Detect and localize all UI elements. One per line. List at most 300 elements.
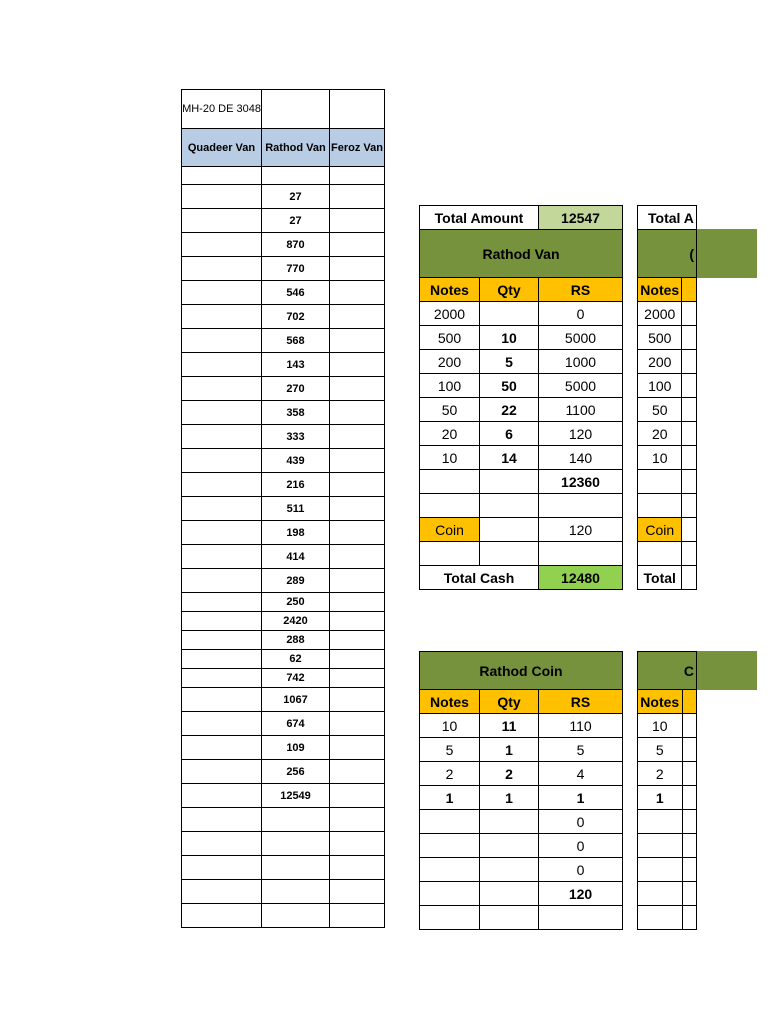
cell[interactable] <box>330 593 385 612</box>
coin-label[interactable]: Coin <box>420 518 480 542</box>
cell[interactable]: 50 <box>638 398 682 422</box>
cell[interactable] <box>682 494 697 518</box>
cell[interactable]: 109 <box>262 736 330 760</box>
cell[interactable]: 674 <box>262 712 330 736</box>
cell[interactable]: 10 <box>638 714 683 738</box>
cell[interactable] <box>682 714 697 738</box>
cell[interactable] <box>330 856 385 880</box>
cell[interactable] <box>480 470 539 494</box>
cell[interactable]: 2 <box>638 762 683 786</box>
cell[interactable] <box>182 233 262 257</box>
table-row <box>182 209 385 233</box>
cell[interactable] <box>330 612 385 631</box>
cell[interactable]: 10 <box>420 714 480 738</box>
cell[interactable] <box>262 880 330 904</box>
cell[interactable]: 5 <box>539 738 623 762</box>
table-row <box>420 714 623 738</box>
cell[interactable] <box>682 350 697 374</box>
cell[interactable] <box>330 377 385 401</box>
cell[interactable] <box>182 401 262 425</box>
cell[interactable]: 702 <box>262 305 330 329</box>
coin-total-value[interactable]: 120 <box>539 882 623 906</box>
table-row <box>182 593 385 612</box>
green-header-block <box>697 229 757 278</box>
cell[interactable] <box>182 377 262 401</box>
table-row <box>182 257 385 281</box>
cell[interactable] <box>182 832 262 856</box>
cell[interactable] <box>330 209 385 233</box>
table-row <box>638 470 697 494</box>
cell[interactable]: 14 <box>480 446 539 470</box>
table-row <box>182 569 385 593</box>
cell[interactable] <box>182 425 262 449</box>
cell[interactable] <box>330 569 385 593</box>
cell[interactable] <box>262 808 330 832</box>
cell[interactable] <box>330 688 385 712</box>
header-notes[interactable]: Notes <box>420 278 480 302</box>
cell[interactable] <box>420 858 480 882</box>
table-row <box>182 377 385 401</box>
cell[interactable] <box>330 305 385 329</box>
header-notes[interactable]: Notes <box>420 690 480 714</box>
cell[interactable]: 568 <box>262 329 330 353</box>
table-row <box>638 398 697 422</box>
cell[interactable]: 120 <box>539 422 623 446</box>
table-row <box>638 810 697 834</box>
cell[interactable]: 288 <box>262 631 330 650</box>
cell[interactable] <box>480 302 539 326</box>
cell[interactable]: 439 <box>262 449 330 473</box>
total-cash-value[interactable]: 12480 <box>539 566 623 590</box>
cell[interactable]: 11 <box>480 714 539 738</box>
cell[interactable]: 333 <box>262 425 330 449</box>
coin-value[interactable]: 120 <box>539 518 623 542</box>
cell[interactable] <box>182 353 262 377</box>
table-row <box>638 422 697 446</box>
table-row <box>420 738 623 762</box>
coin-label[interactable]: Coin <box>638 518 682 542</box>
table-row <box>420 446 623 470</box>
cell[interactable] <box>330 281 385 305</box>
table-row <box>638 494 697 518</box>
second-cash-table-clip <box>637 205 697 600</box>
cell[interactable] <box>480 494 539 518</box>
cell[interactable] <box>182 545 262 569</box>
cell[interactable]: 50 <box>480 374 539 398</box>
cell[interactable]: 140 <box>539 446 623 470</box>
cell[interactable] <box>330 473 385 497</box>
cell[interactable] <box>682 302 697 326</box>
cell[interactable]: 1067 <box>262 688 330 712</box>
cell[interactable] <box>682 398 697 422</box>
cell[interactable] <box>420 882 480 906</box>
table-row <box>420 326 623 350</box>
cell[interactable]: 414 <box>262 545 330 569</box>
cell[interactable]: 500 <box>638 326 682 350</box>
cell[interactable]: 200 <box>420 350 480 374</box>
cell[interactable]: 10 <box>480 326 539 350</box>
rathod-van-cash-table <box>419 205 623 590</box>
subtotal-value[interactable]: 12360 <box>539 470 623 494</box>
cell[interactable] <box>182 856 262 880</box>
cell[interactable] <box>682 858 697 882</box>
cell[interactable] <box>182 305 262 329</box>
cell[interactable] <box>182 631 262 650</box>
cell[interactable]: 770 <box>262 257 330 281</box>
table-row <box>638 858 697 882</box>
cell[interactable] <box>682 690 697 714</box>
cell[interactable] <box>682 762 697 786</box>
cell[interactable]: 62 <box>262 650 330 669</box>
second-coin-table <box>637 651 697 930</box>
table-row <box>638 714 697 738</box>
table-row <box>420 762 623 786</box>
cell[interactable] <box>420 810 480 834</box>
cell[interactable] <box>682 446 697 470</box>
cell[interactable] <box>262 832 330 856</box>
cell[interactable] <box>330 631 385 650</box>
cell[interactable] <box>182 904 262 928</box>
cell[interactable]: 5000 <box>539 326 623 350</box>
cell[interactable] <box>330 353 385 377</box>
vehicle-number[interactable]: MH-20 DE 3048 <box>182 90 262 129</box>
table-row <box>420 302 623 326</box>
cell[interactable] <box>330 449 385 473</box>
cell[interactable] <box>682 906 697 930</box>
cell[interactable] <box>330 233 385 257</box>
cell[interactable]: 1000 <box>539 350 623 374</box>
cell[interactable]: 2 <box>420 762 480 786</box>
table-row <box>638 738 697 762</box>
coin-table-title[interactable]: Rathod Coin <box>420 652 623 690</box>
column-header-rathod[interactable]: Rathod Van <box>262 129 330 167</box>
cell[interactable] <box>682 518 697 542</box>
cell[interactable]: 1 <box>480 738 539 762</box>
cell[interactable] <box>330 904 385 928</box>
cell[interactable] <box>330 669 385 688</box>
table-row <box>638 350 697 374</box>
cell[interactable] <box>330 257 385 281</box>
cell[interactable]: 2420 <box>262 612 330 631</box>
cell[interactable] <box>262 856 330 880</box>
cell[interactable] <box>182 185 262 209</box>
cell[interactable] <box>182 569 262 593</box>
cell[interactable] <box>682 810 697 834</box>
cell[interactable] <box>682 278 697 302</box>
cell[interactable] <box>682 834 697 858</box>
second-cash-title[interactable]: ( <box>638 230 697 278</box>
cell[interactable] <box>480 542 539 566</box>
table-row <box>182 832 385 856</box>
cell[interactable] <box>182 612 262 631</box>
cell[interactable] <box>330 167 385 185</box>
cell[interactable] <box>638 858 683 882</box>
cell[interactable] <box>330 650 385 669</box>
cell[interactable] <box>330 808 385 832</box>
cell[interactable]: 12549 <box>262 784 330 808</box>
header-rs[interactable]: RS <box>539 278 623 302</box>
cell[interactable]: 256 <box>262 760 330 784</box>
cell[interactable]: 198 <box>262 521 330 545</box>
cell[interactable] <box>638 494 682 518</box>
cell[interactable]: 1100 <box>539 398 623 422</box>
table-row <box>638 566 697 590</box>
cell[interactable]: 216 <box>262 473 330 497</box>
cash-table-title[interactable]: Rathod Van <box>420 230 623 278</box>
cell[interactable]: 289 <box>262 569 330 593</box>
cell[interactable] <box>182 784 262 808</box>
cell[interactable]: 100 <box>638 374 682 398</box>
table-row <box>182 401 385 425</box>
table-row <box>420 350 623 374</box>
table-row <box>182 233 385 257</box>
cell[interactable]: 5 <box>420 738 480 762</box>
cell[interactable] <box>682 422 697 446</box>
table-row <box>638 446 697 470</box>
cell[interactable]: 1 <box>420 786 480 810</box>
cell[interactable] <box>420 542 480 566</box>
total-cash-row <box>420 566 623 590</box>
table-row <box>182 856 385 880</box>
cell[interactable] <box>182 449 262 473</box>
cell[interactable] <box>420 470 480 494</box>
cell[interactable] <box>480 858 539 882</box>
table-row <box>182 631 385 650</box>
cell[interactable] <box>182 593 262 612</box>
cell[interactable] <box>480 834 539 858</box>
table-row <box>420 858 623 882</box>
cell[interactable] <box>182 688 262 712</box>
cell[interactable]: 270 <box>262 377 330 401</box>
table-row <box>638 302 697 326</box>
cell[interactable]: 22 <box>480 398 539 422</box>
cell[interactable]: 500 <box>420 326 480 350</box>
table-row <box>182 669 385 688</box>
cell[interactable] <box>539 542 623 566</box>
cell[interactable] <box>682 326 697 350</box>
cell[interactable] <box>638 810 683 834</box>
table-row <box>420 494 623 518</box>
table-row <box>182 449 385 473</box>
table-row <box>182 167 385 185</box>
cell[interactable] <box>330 880 385 904</box>
rathod-coin-table <box>419 651 623 930</box>
cell[interactable] <box>330 712 385 736</box>
cell[interactable]: 0 <box>539 302 623 326</box>
cell[interactable] <box>330 90 385 129</box>
total-label-partial[interactable]: Total <box>638 566 682 590</box>
cell[interactable] <box>330 832 385 856</box>
table-row <box>638 542 697 566</box>
cell[interactable] <box>682 542 697 566</box>
table-row <box>420 422 623 446</box>
cell[interactable] <box>480 882 539 906</box>
table-row <box>638 326 697 350</box>
second-coin-title[interactable]: C <box>638 652 697 690</box>
cell[interactable] <box>539 494 623 518</box>
green-header-block <box>697 651 757 690</box>
second-cash-table <box>637 205 697 590</box>
cell[interactable]: 27 <box>262 185 330 209</box>
cell[interactable] <box>330 784 385 808</box>
header-rs[interactable]: RS <box>539 690 623 714</box>
cell[interactable] <box>330 497 385 521</box>
cell[interactable] <box>682 882 697 906</box>
subtotal-row <box>420 470 623 494</box>
cell[interactable] <box>182 329 262 353</box>
table-row <box>182 650 385 669</box>
cell[interactable]: 0 <box>539 834 623 858</box>
cell[interactable]: 5 <box>480 350 539 374</box>
cell[interactable]: 1 <box>480 786 539 810</box>
cell[interactable]: 870 <box>262 233 330 257</box>
cell[interactable]: 6 <box>480 422 539 446</box>
cell[interactable] <box>330 401 385 425</box>
table-row <box>638 518 697 542</box>
cell[interactable] <box>682 566 697 590</box>
cell[interactable]: 511 <box>262 497 330 521</box>
cell[interactable]: 546 <box>262 281 330 305</box>
total-amount-value[interactable]: 12547 <box>539 206 623 230</box>
cell[interactable]: 20 <box>420 422 480 446</box>
cell[interactable] <box>182 650 262 669</box>
total-amount-label[interactable]: Total Amount <box>420 206 539 230</box>
cell[interactable] <box>682 738 697 762</box>
cell[interactable]: 50 <box>420 398 480 422</box>
cell[interactable]: 250 <box>262 593 330 612</box>
coin-total-row <box>420 882 623 906</box>
cell[interactable] <box>638 542 682 566</box>
cell[interactable]: 4 <box>539 762 623 786</box>
table-row <box>182 185 385 209</box>
second-coin-table-clip <box>637 651 697 941</box>
column-header-quadeer[interactable]: Quadeer Van <box>182 129 262 167</box>
cell[interactable]: 110 <box>539 714 623 738</box>
cell[interactable] <box>330 521 385 545</box>
coin-row <box>420 518 623 542</box>
cell[interactable] <box>638 470 682 494</box>
table-row <box>182 688 385 712</box>
cell[interactable]: 5000 <box>539 374 623 398</box>
cell[interactable]: 1 <box>539 786 623 810</box>
table-row <box>182 880 385 904</box>
cell[interactable] <box>182 669 262 688</box>
table-row <box>638 882 697 906</box>
table-row <box>182 425 385 449</box>
cell[interactable]: 2000 <box>638 302 682 326</box>
total-cash-label[interactable]: Total Cash <box>420 566 539 590</box>
cell[interactable] <box>182 473 262 497</box>
table-row <box>420 906 623 930</box>
cell[interactable] <box>682 786 697 810</box>
cell[interactable] <box>182 167 262 185</box>
cell[interactable]: 0 <box>539 810 623 834</box>
cell[interactable] <box>182 712 262 736</box>
table-row <box>182 305 385 329</box>
table-row <box>420 398 623 422</box>
cell[interactable]: 143 <box>262 353 330 377</box>
cell[interactable] <box>420 906 480 930</box>
cell[interactable]: 1 <box>638 786 683 810</box>
table-row <box>638 762 697 786</box>
cell[interactable] <box>330 425 385 449</box>
cell[interactable] <box>182 497 262 521</box>
cell[interactable]: 358 <box>262 401 330 425</box>
cell[interactable] <box>262 167 330 185</box>
cell[interactable] <box>638 906 683 930</box>
table-row <box>420 834 623 858</box>
cell[interactable]: 742 <box>262 669 330 688</box>
cell[interactable] <box>262 90 330 129</box>
table-row <box>182 521 385 545</box>
header-qty[interactable]: Qty <box>480 278 539 302</box>
header-qty[interactable]: Qty <box>480 690 539 714</box>
table-row <box>638 834 697 858</box>
cell[interactable] <box>182 209 262 233</box>
header-notes[interactable]: Notes <box>638 690 683 714</box>
table-row <box>420 786 623 810</box>
table-row <box>420 542 623 566</box>
cell[interactable] <box>182 760 262 784</box>
cell[interactable] <box>480 810 539 834</box>
table-row <box>182 281 385 305</box>
cell[interactable] <box>682 374 697 398</box>
column-header-feroz[interactable]: Feroz Van <box>330 129 385 167</box>
table-row <box>182 808 385 832</box>
cell[interactable] <box>330 329 385 353</box>
cell[interactable]: 5 <box>638 738 683 762</box>
cell[interactable] <box>330 736 385 760</box>
cell[interactable] <box>420 834 480 858</box>
cell[interactable] <box>539 906 623 930</box>
cell[interactable] <box>682 470 697 494</box>
cell[interactable]: 0 <box>539 858 623 882</box>
table-row <box>638 786 697 810</box>
cell[interactable] <box>330 760 385 784</box>
table-row <box>182 545 385 569</box>
cell[interactable]: 10 <box>420 446 480 470</box>
cell[interactable] <box>182 880 262 904</box>
table-row <box>182 329 385 353</box>
cell[interactable]: 200 <box>638 350 682 374</box>
table-row <box>182 712 385 736</box>
table-row <box>182 473 385 497</box>
cell[interactable]: 2 <box>480 762 539 786</box>
cell[interactable]: 27 <box>262 209 330 233</box>
cell[interactable] <box>330 185 385 209</box>
cell[interactable]: 10 <box>638 446 682 470</box>
cell[interactable] <box>182 521 262 545</box>
cell[interactable]: 100 <box>420 374 480 398</box>
cell[interactable] <box>330 545 385 569</box>
cell[interactable] <box>262 904 330 928</box>
cell[interactable] <box>638 834 683 858</box>
cell[interactable] <box>182 808 262 832</box>
table-row <box>420 374 623 398</box>
header-notes[interactable]: Notes <box>638 278 682 302</box>
total-amount-label-partial[interactable]: Total A <box>638 206 697 230</box>
cell[interactable]: 2000 <box>420 302 480 326</box>
cell[interactable] <box>480 518 539 542</box>
cell[interactable] <box>480 906 539 930</box>
cell[interactable] <box>420 494 480 518</box>
cell[interactable] <box>182 257 262 281</box>
cell[interactable] <box>182 281 262 305</box>
cell[interactable] <box>182 736 262 760</box>
cell[interactable]: 20 <box>638 422 682 446</box>
cell[interactable] <box>638 882 683 906</box>
table-row <box>182 736 385 760</box>
